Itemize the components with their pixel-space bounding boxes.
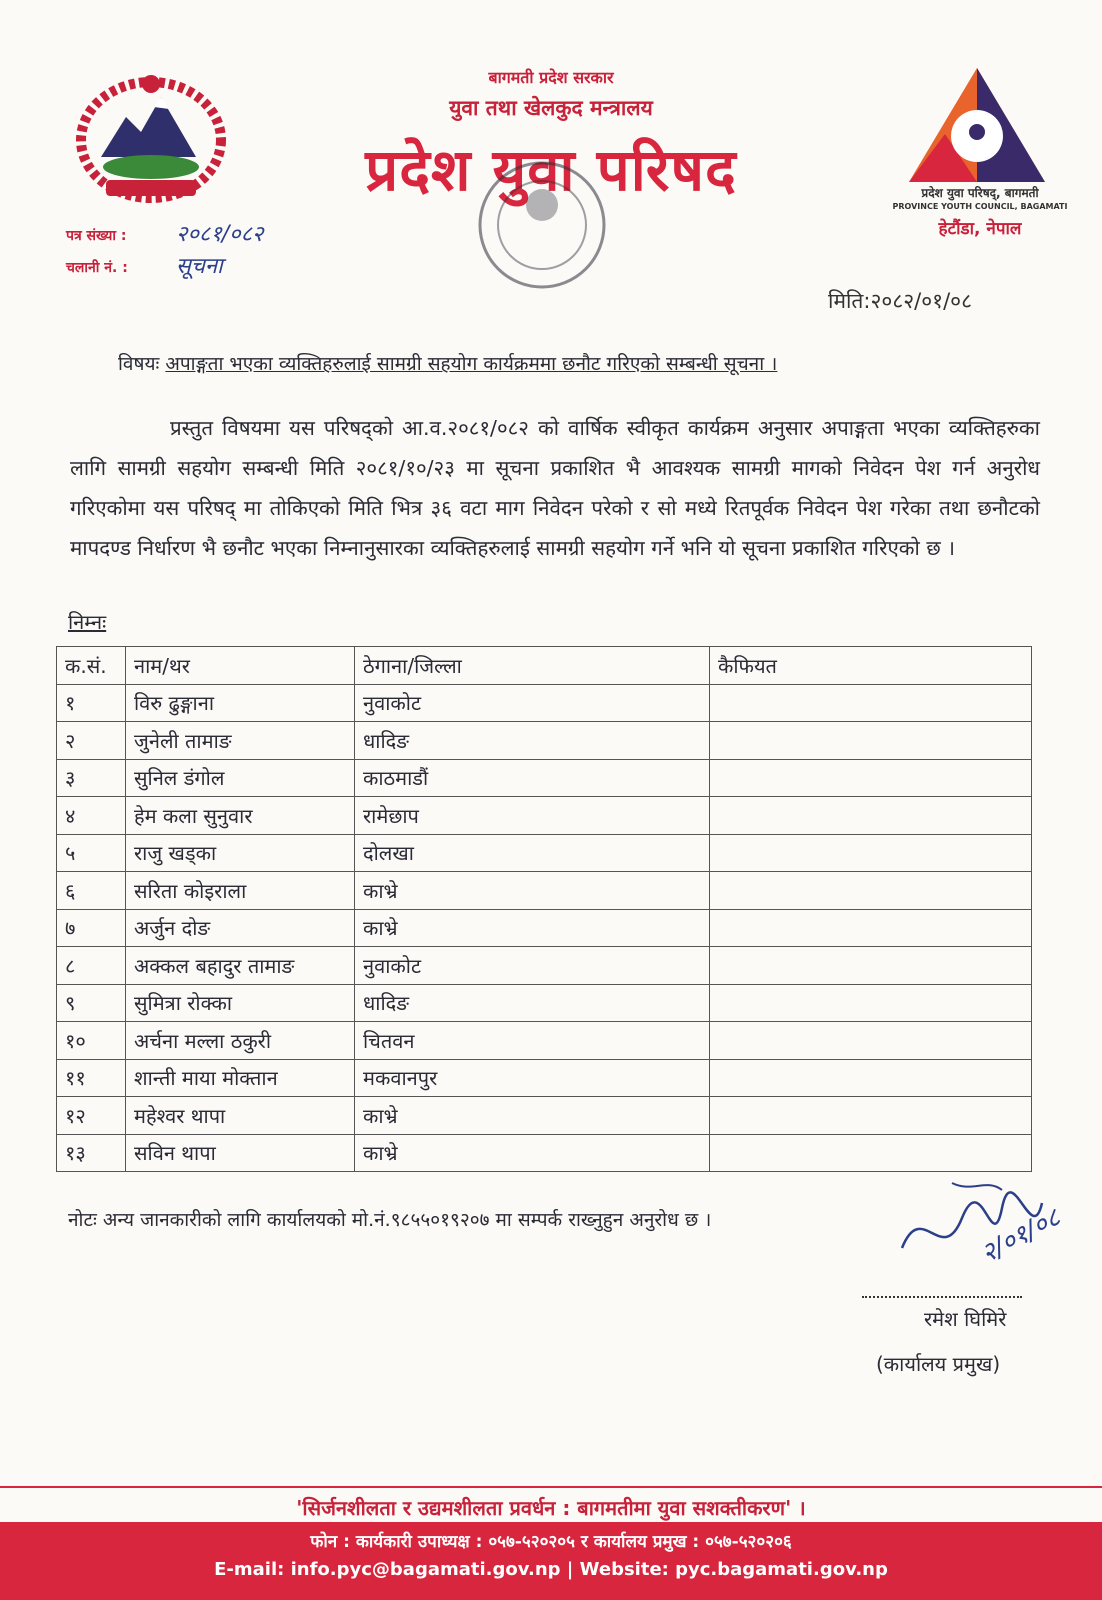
row-remarks — [710, 947, 1032, 985]
row-address: रामेछाप — [355, 797, 710, 835]
office-stamp-icon — [462, 150, 622, 300]
row-remarks — [710, 1134, 1032, 1172]
row-name: सुनिल डंगोल — [126, 759, 355, 797]
table-row — [57, 1134, 1032, 1172]
row-name: अक्कल बहादुर तामाङ — [126, 947, 355, 985]
row-name: सरिता कोइराला — [126, 872, 355, 910]
header-serial: क.सं. — [57, 647, 126, 685]
row-remarks — [710, 872, 1032, 910]
row-serial: ८ — [57, 947, 126, 985]
footer-web: E-mail: info.pyc@bagamati.gov.np | Website: pyc.bagamati.gov.np — [214, 1559, 888, 1580]
row-remarks — [710, 834, 1032, 872]
row-serial: ४ — [57, 797, 126, 835]
subject-text: अपाङ्गता भएका व्यक्तिहरुलाई सामग्री सहयोग कार्यक्रममा छनौट गरिएको सम्बन्धी सूचना । — [165, 353, 778, 375]
row-serial: ३ — [57, 759, 126, 797]
row-address: नुवाकोट — [355, 684, 710, 722]
row-name: महेश्वर थापा — [126, 1097, 355, 1135]
table-row — [57, 872, 1032, 910]
header-name: नाम/थर — [126, 647, 355, 685]
row-serial: १ — [57, 684, 126, 722]
table-row — [57, 1022, 1032, 1060]
government-line: बागमती प्रदेश सरकार — [488, 68, 614, 87]
table-header-row — [57, 647, 1032, 685]
row-address: नुवाकोट — [355, 947, 710, 985]
row-name: अर्चना मल्ला ठकुरी — [126, 1022, 355, 1060]
row-address: काभ्रे — [355, 1134, 710, 1172]
row-serial: १० — [57, 1022, 126, 1060]
row-remarks — [710, 909, 1032, 947]
row-serial: २ — [57, 722, 126, 760]
row-serial: ६ — [57, 872, 126, 910]
row-address: काठमाडौं — [355, 759, 710, 797]
table-row — [57, 1059, 1032, 1097]
row-remarks — [710, 984, 1032, 1022]
table-row — [57, 684, 1032, 722]
row-name: शान्ती माया मोक्तान — [126, 1059, 355, 1097]
list-intro-label: निम्नः — [68, 610, 107, 634]
table-row — [57, 947, 1032, 985]
svg-text:२/०१/०८: २/०१/०८ — [976, 1202, 1066, 1270]
row-address: दोलखा — [355, 834, 710, 872]
table-row — [57, 797, 1032, 835]
row-serial: ९ — [57, 984, 126, 1022]
row-serial: ११ — [57, 1059, 126, 1097]
signer-name: रमेश घिमिरे — [924, 1307, 1007, 1331]
row-serial: १३ — [57, 1134, 126, 1172]
row-name: अर्जुन दोङ — [126, 909, 355, 947]
row-name: सविन थापा — [126, 1134, 355, 1172]
body-paragraph: प्रस्तुत विषयमा यस परिषद्को आ.व.२०८१/०८२ को वार्षिक स्वीकृत कार्यक्रम अनुसार अपाङ्गता भएका व्यक्तिहरुका लागि सामग्री सहयोग सम्बन्धी मिति २०८१/१०/२३ मा सूचना प्रकाशित भै आवश्यक सामग्री मागको निवेदन पेश गर्न अनुरोध गरिएकोमा यस परिषद् मा तोकिएको मिति भित्र ३६ वटा माग निवेदन परेको र सो मध्ये रितपूर्वक निवेदन पेश गरेका तथा छनौटको मापदण्ड निर्धारण भै छनौट भएका निम्नानुसारका व्यक्तिहरुलाई सामग्री सहयोग गर्ने भनि यो सूचना प्रकाशित गरिएको छ । — [70, 416, 1040, 560]
row-remarks — [710, 1097, 1032, 1135]
letter-number-label: पत्र संख्या : — [66, 228, 127, 244]
row-address: चितवन — [355, 1022, 710, 1060]
row-name: जुनेली तामाङ — [126, 722, 355, 760]
signer-title: (कार्यालय प्रमुख) — [876, 1352, 1001, 1376]
table-row — [57, 984, 1032, 1022]
letter-date: मिति:२०८२/०१/०८ — [828, 289, 972, 313]
subject-label: विषयः — [118, 353, 160, 375]
header-address: ठेगाना/जिल्ला — [355, 647, 710, 685]
row-remarks — [710, 684, 1032, 722]
youth-council-logo-icon — [905, 64, 1050, 189]
row-name: विरु ढुङ्गाना — [126, 684, 355, 722]
council-title: प्रदेश युवा परिषद — [365, 136, 737, 204]
row-serial: १२ — [57, 1097, 126, 1135]
signature-line — [862, 1296, 1022, 1298]
row-address: काभ्रे — [355, 872, 710, 910]
footer-phone: फोन : कार्यकारी उपाध्यक्ष : ०५७-५२०२०५ र कार्यालय प्रमुख : ०५७-५२०२०६ — [310, 1532, 792, 1552]
table-row — [57, 1097, 1032, 1135]
selected-persons-table — [56, 646, 1032, 1172]
table-row — [57, 759, 1032, 797]
row-serial: ७ — [57, 909, 126, 947]
ministry-name: युवा तथा खेलकुद मन्त्रालय — [449, 96, 653, 120]
row-remarks — [710, 1059, 1032, 1097]
subject-line — [118, 350, 777, 376]
footer-divider — [0, 1486, 1102, 1488]
table-body — [57, 684, 1032, 1172]
row-name: सुमित्रा रोक्का — [126, 984, 355, 1022]
right-label-np: प्रदेश युवा परिषद्, बागमती — [921, 186, 1039, 200]
row-address: धादिङ — [355, 984, 710, 1022]
letter-number-value: २०८१/०८२ — [176, 222, 264, 247]
contact-note: नोटः अन्य जानकारीको लागि कार्यालयको मो.नं.९८५५०१९२०७ मा सम्पर्क राख्नुहुन अनुरोध छ । — [68, 1209, 712, 1231]
row-name: हेम कला सुनुवार — [126, 797, 355, 835]
row-name: राजु खड्का — [126, 834, 355, 872]
row-remarks — [710, 722, 1032, 760]
right-place: हेटौंडा, नेपाल — [938, 219, 1022, 239]
table-row — [57, 722, 1032, 760]
dispatch-label: चलानी नं. : — [66, 260, 128, 276]
row-address: मकवानपुर — [355, 1059, 710, 1097]
right-label-en: PROVINCE YOUTH COUNCIL, BAGAMATI — [892, 202, 1068, 211]
dispatch-value: सूचना — [176, 254, 223, 279]
row-address: काभ्रे — [355, 1097, 710, 1135]
footer-slogan: 'सिर्जनशीलता र उद्यमशीलता प्रवर्धन : बागमतीमा युवा सशक्तीकरण' । — [296, 1496, 806, 1520]
row-serial: ५ — [57, 834, 126, 872]
table-row — [57, 834, 1032, 872]
row-remarks — [710, 797, 1032, 835]
row-address: धादिङ — [355, 722, 710, 760]
header-remarks: कैफियत — [710, 647, 1032, 685]
row-remarks — [710, 759, 1032, 797]
row-remarks — [710, 1022, 1032, 1060]
table-row — [57, 909, 1032, 947]
handwritten-signature — [892, 1178, 1092, 1288]
row-address: काभ्रे — [355, 909, 710, 947]
